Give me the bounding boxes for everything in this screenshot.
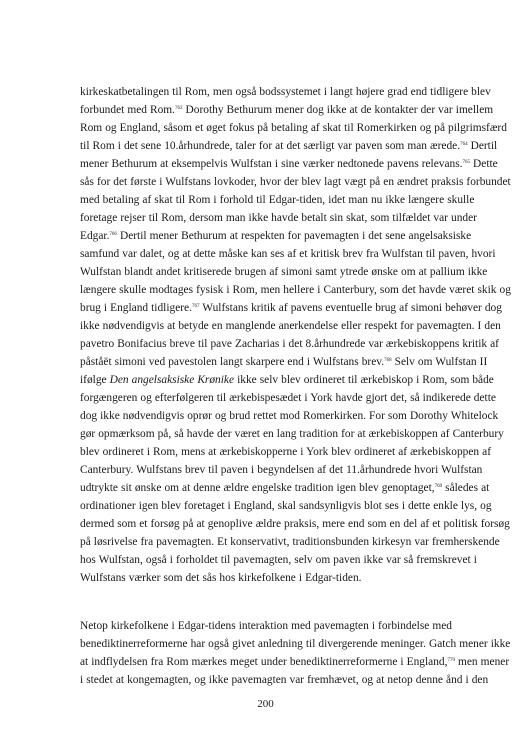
text-segment: Dorothy Bethurum mener dog ikke at de kontakter der var imellem — [182, 104, 494, 116]
text-segment: gør opmærksom på, så havde der været en lang tradition for at ærkebiskoppen af Canterbury — [80, 428, 504, 440]
footnote-reference: 770 — [447, 658, 455, 663]
text-line — [80, 389, 496, 407]
text-segment: sås for det første i Wulfstans lovkoder, hvor der blev lagt vægt på en ændret praksis forbundet — [80, 176, 511, 188]
text-line — [80, 497, 492, 515]
text-line — [80, 209, 477, 227]
text-line — [80, 533, 500, 551]
text-line — [80, 653, 510, 671]
page-number: 200 — [257, 698, 274, 710]
body-paragraph-1 — [80, 83, 511, 587]
text-segment: Rom og England, såsom et øget fokus på betaling af skat til Romerkirken og på pilgrimsfærd — [80, 122, 507, 134]
text-segment: forbundet med Rom. — [80, 104, 175, 116]
footnote-reference: 769 — [434, 484, 443, 489]
text-segment: brug i England tidligere. — [80, 302, 192, 314]
text-line — [80, 461, 483, 479]
footnote-reference: 768 — [384, 358, 392, 363]
text-segment: Dette — [470, 158, 498, 170]
text-line — [80, 191, 475, 209]
text-line — [80, 137, 498, 155]
text-line — [80, 227, 472, 245]
text-line — [80, 443, 491, 461]
text-segment: til Rom i det sene 10.århundrede, taler for at det særligt var paven som man ærede. — [80, 140, 461, 152]
text-segment: Selv om Wulfstan II — [391, 356, 488, 368]
italic-title: Den angelsaksiske Krønike — [109, 374, 235, 386]
text-line — [80, 479, 490, 497]
text-line — [80, 407, 499, 425]
text-segment: påståët simoni ved pavestolen langt skarpere end i Wulfstans brev. — [80, 356, 385, 368]
footnote-reference: 765 — [462, 160, 470, 165]
text-segment: Wulfstan blandt andet kritiserede brugen af simoni samt ytrede ønske om at pallium ikke — [80, 266, 488, 278]
text-segment: ikke nødvendigvis at betyde en manglende anerkendelse eller respekt for pavemagten. I den — [80, 320, 501, 332]
text-segment: forgængeren og efterfølgeren til ærkebispesædet i York havde gjort det, så indikerede dette — [80, 392, 496, 404]
text-segment: Wulfstans kritik af pavens eventuelle brug af simoni behøver dog — [199, 302, 502, 314]
text-segment: i stedet at kongemagten, og ikke pavemagten var fremhævet, og at netop denne ånd i den — [80, 674, 489, 686]
text-segment: samfund var dalet, og at dette måske kan ses af et kritisk brev fra Wulfstan til paven, hvori — [80, 248, 496, 260]
text-line — [80, 83, 491, 101]
text-line — [80, 281, 511, 299]
text-segment: ikke selv blev ordineret til ærkebiskop i Rom, som både — [234, 374, 494, 386]
text-segment: Edgar. — [80, 230, 110, 242]
text-segment: længere skulle modtages fysisk i Rom, men hellere i Canterbury, som det havde været skik og — [80, 284, 511, 296]
text-segment: med betaling af skat til Rom i forhold til Edgar-tiden, idet man nu ikke længere skulle — [80, 194, 475, 206]
text-segment: foretage rejser til Rom, dersom man ikke havde betalt sin skat, som tilfældet var under — [80, 212, 477, 224]
text-segment: Dertil mener Bethurum at respekten for pavemagten i det sene angelsaksiske — [116, 230, 472, 242]
text-line — [80, 635, 511, 653]
text-line — [80, 425, 504, 443]
text-line — [80, 515, 510, 533]
text-segment: mener Bethurum at eksempelvis Wulfstan i sine værker nedtonede pavens relevans. — [80, 158, 463, 170]
text-line — [80, 173, 511, 191]
text-segment: Dertil — [467, 140, 498, 152]
text-segment: blev ordineret i Rom, mens at ærkebiskopperne i York blev ordineret af ærkebiskoppen af — [80, 446, 491, 458]
text-segment: men mener — [454, 656, 510, 668]
text-segment: dog ikke nødvendigvis oprør og brud rettet mod Romerkirken. For som Dorothy Whitelock — [80, 410, 499, 422]
text-line — [80, 263, 488, 281]
text-line — [80, 119, 507, 137]
text-line — [80, 617, 462, 635]
footnote-reference: 767 — [191, 304, 200, 309]
text-segment: kirkeskatbetalingen til Rom, men også bodssystemet i langt højere grad end tidligere blev — [80, 86, 491, 98]
text-line — [80, 353, 488, 371]
text-line — [80, 101, 494, 119]
text-segment: at indflydelsen fra Rom mærkes meget under benediktinerreformerne i England, — [80, 656, 448, 668]
text-segment: hos Wulfstan, også i forholdet til pavemagten, selv om paven ikke var så fremskrevet i — [80, 554, 477, 566]
footnote-reference: 764 — [460, 142, 468, 147]
text-segment: pavetro Bonifacius breve til pave Zacharias i det 8.århundrede var ærkebiskoppens kritik af — [80, 338, 499, 350]
footnote-reference: 763 — [175, 106, 183, 111]
text-segment: ordinationer igen blev foretaget i England, skal sandsynligvis blot ses i dette enkle lys, og — [80, 500, 492, 512]
text-line — [80, 371, 494, 389]
text-segment: Canterbury. Wulfstans brev til paven i begyndelsen af det 11.århundrede hvori Wulfstan — [80, 464, 483, 476]
text-line — [80, 551, 477, 569]
text-line — [80, 671, 489, 689]
text-line — [80, 245, 496, 263]
text-segment: på løsrivelse fra pavemagten. Et konservativt, traditionsbunden kirkesyn var fremherskende — [80, 536, 500, 548]
text-segment: dermed som et forsøg på at genoplive ældre praksis, mere end som en del af et politisk forsøg — [80, 518, 510, 530]
body-paragraph-2 — [80, 617, 511, 689]
text-line — [80, 155, 498, 173]
text-segment: udtrykte sit ønske om at denne ældre engelske tradition igen blev genoptaget, — [80, 482, 435, 494]
text-segment: ifølge — [80, 374, 110, 386]
text-line — [80, 299, 502, 317]
text-segment: således at — [442, 482, 490, 494]
footnote-reference: 766 — [109, 232, 117, 237]
text-line — [80, 317, 501, 335]
text-line — [80, 569, 462, 587]
text-segment: benediktinerreformerne har også givet anledning til divergerende meninger. Gatch mener ikke — [80, 638, 511, 650]
text-line — [80, 335, 499, 353]
text-segment: Wulfstans værker som det sås hos kirkefolkene i Edgar-tiden. — [80, 572, 362, 584]
text-segment: Netop kirkefolkene i Edgar-tidens interaktion med pavemagten i forbindelse med — [80, 620, 452, 632]
